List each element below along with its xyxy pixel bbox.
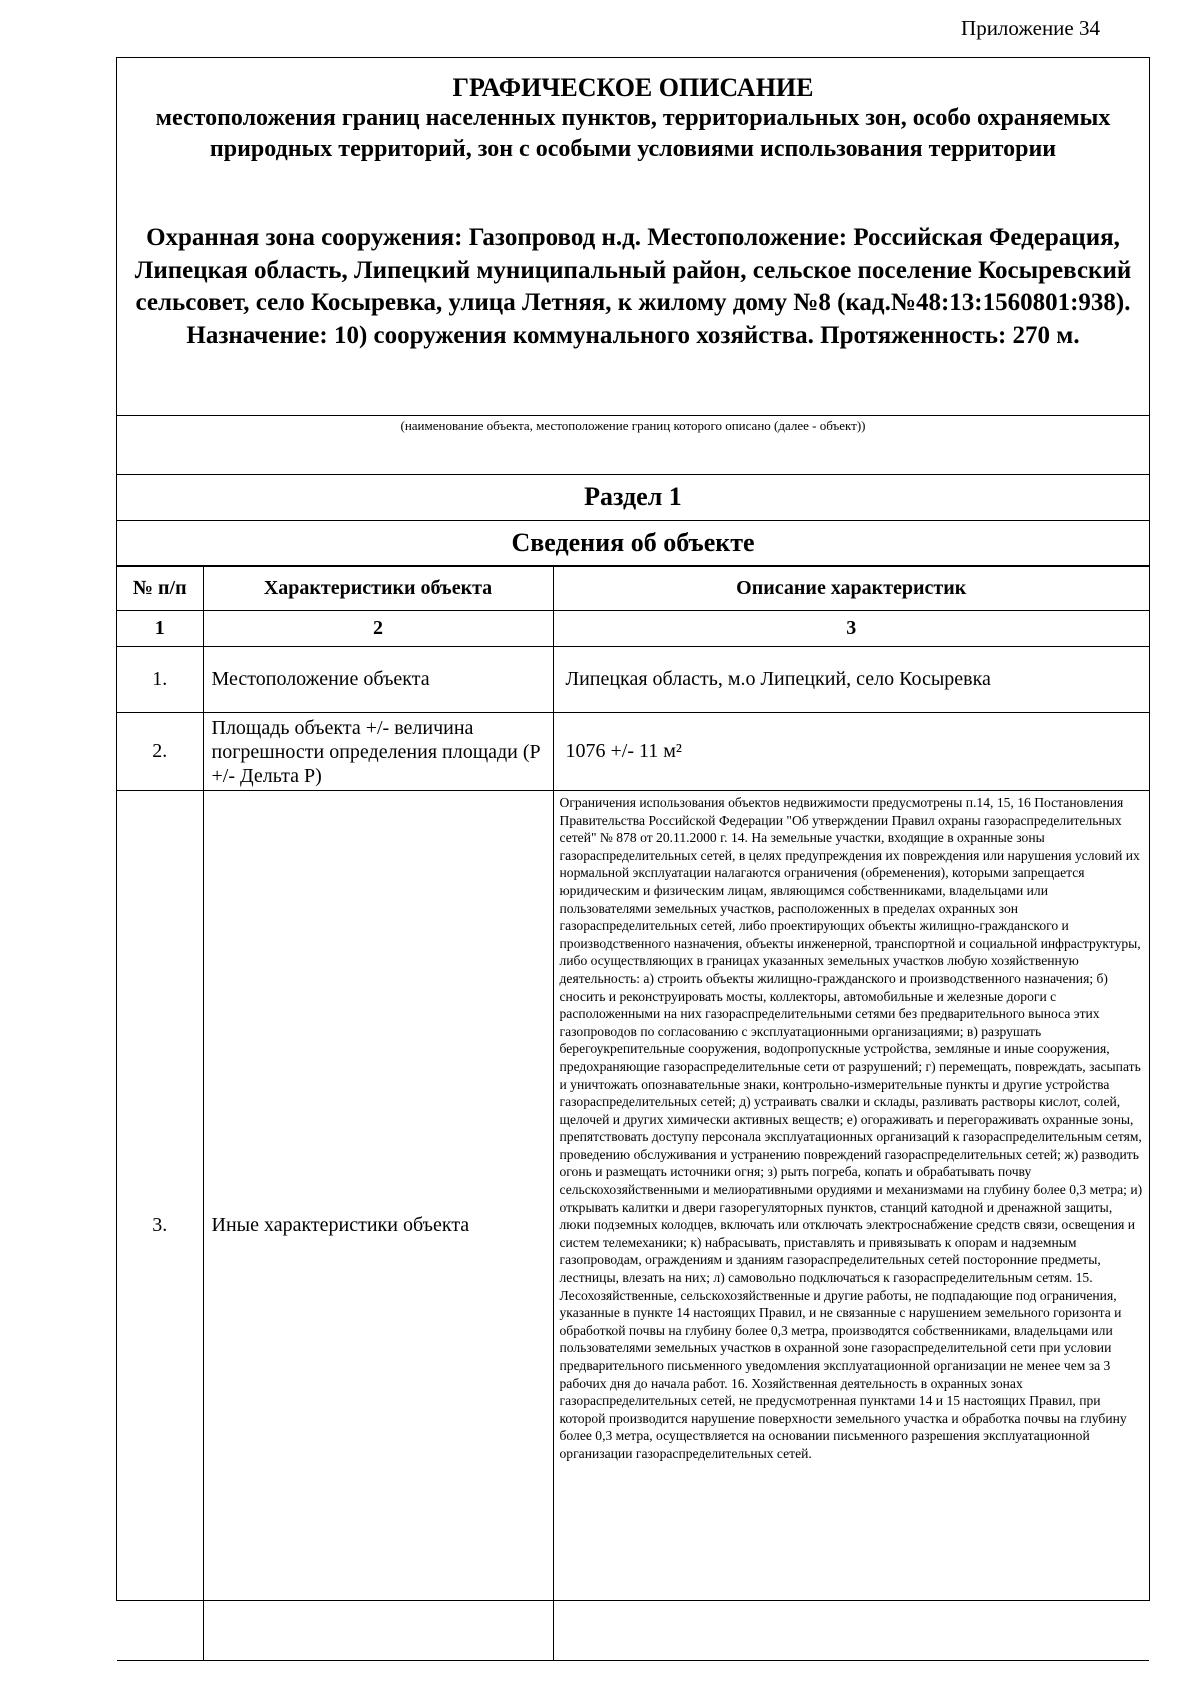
document-frame — [116, 57, 1150, 1601]
table-row — [117, 647, 1149, 713]
document-subtitle: местоположения границ населенных пунктов, территориальных зон, особо охраняемых природных территорий, зон с особыми условиями использования территории — [155, 105, 1111, 162]
appendix-label: Приложение 34 — [961, 16, 1100, 40]
table-row — [117, 713, 1149, 791]
object-info-table — [117, 566, 1149, 1661]
column-header-characteristic: Характеристики объекта — [203, 567, 553, 611]
column-header-description: Описание характеристик — [553, 567, 1149, 611]
document-header — [117, 58, 1149, 415]
row-description: 1076 +/- 11 м² — [553, 713, 1149, 791]
row-characteristic: Иные характеристики объекта — [203, 791, 553, 1661]
column-number-2: 2 — [203, 611, 553, 647]
table-header-row — [117, 567, 1149, 611]
object-caption: (наименование объекта, местоположение границ которого описано (далее - объект)) — [400, 418, 866, 433]
row-description: Ограничения использования объектов недвижимости предусмотрены п.14, 15, 16 Постановления Правительства Российской Федерации "Об утверждении Правил охраны газораспределительных сетей" № 878 от 20.11.2000 г. 14. На земельные участки, входящие в охранные зоны газораспределительных сетей, в целях предупреждения их повреждения или нарушения условий их нормальной эксплуатации налагаются ограничения (обременения), которыми запрещается юридическим и физическим лицам, являющимся собственниками, владельцами или пользователями земельных участков, расположенных в пределах охранных зон газораспределительных сетей, либо проектирующих объекты жилищно-гражданского и производственного назначения, объекты инженерной, транспортной и социальной инфраструктуры, либо осуществляющих в границах указанных земельных участков любую хозяйственную деятельность: а) строить объекты жилищно-гражданского и производственного назначения; б) сносить и реконструировать мосты, коллекторы, автомобильные и железные дороги с расположенными на них газораспределительными сетями без предварительного выноса этих газопроводов по согласованию с эксплуатационными организациями; в) разрушать берегоукрепительные сооружения, водопропускные устройства, земляные и иные сооружения, предохраняющие газораспределительные сети от разрушений; г) перемещать, повреждать, засыпать и уничтожать опознавательные знаки, контрольно-измерительные пункты и другие устройства газораспределительных сетей; д) устраивать свалки и склады, разливать растворы кислот, солей, щелочей и других химически активных веществ; е) огораживать и перегораживать охранные зоны, препятствовать доступу персонала эксплуатационных организаций к газораспределительным сетям, проведению обслуживания и устранению повреждений газораспределительных сетей; ж) разводить огонь и размещать источники огня; з) рыть погреба, копать и обрабатывать почву сельскохозяйственными и мелиоративными орудиями и механизмами на глубину более 0,3 метра; и) открывать калитки и двери газорегуляторных пунктов, станций катодной и дренажной защиты, люки подземных колодцев, включать или отключать электроснабжение средств связи, освещения и систем телемеханики; к) набрасывать, приставлять и привязывать к опорам и надземным газопроводам, ограждениям и зданиям газораспределительных сетей посторонние предметы, лестницы, влезать на них; л) самовольно подключаться к газораспределительным сетям. 15. Лесохозяйственные, сельскохозяйственные и другие работы, не подпадающие под ограничения, указанные в пункте 14 настоящих Правил, и не связанные с нарушением земельного горизонта и обработкой почвы на глубину более 0,3 метра, производятся собственниками, владельцами или пользователями земельных участков в охранной зоне газораспределительной сети при условии предварительного письменного уведомления эксплуатационной организации не менее чем за 3 рабочих дня до начала работ. 16. Хозяйственная деятельность в охранных зонах газораспределительных сетей, не предусмотренная пунктами 14 и 15 настоящих Правил, при которой производится нарушение поверхности земельного участка и обработка почвы на глубину более 0,3 метра, осуществляется на основании письменного разрешения эксплуатационной организации газораспределительных сетей. — [553, 791, 1149, 1661]
section-subtitle: Сведения об объекте — [117, 521, 1149, 566]
row-characteristic: Площадь объекта +/- величина погрешности определения площади (Р +/- Дельта Р) — [203, 713, 553, 791]
column-number-3: 3 — [553, 611, 1149, 647]
table-row — [117, 791, 1149, 1661]
column-number-1: 1 — [117, 611, 203, 647]
row-characteristic: Местоположение объекта — [203, 647, 553, 713]
section-title: Раздел 1 — [117, 475, 1149, 521]
column-numbers-row — [117, 611, 1149, 647]
object-name: Охранная зона сооружения: Газопровод н.д. Местоположение: Российская Федерация, Липецкая область, Липецкий муниципальный район, сельское поселение Косыревский сельсовет, село Косыревка, улица Летняя, к жилому дому №8 (кад.№48:13:1560801:938). Назначение: 10) сооружения коммунального хозяйства. Протяженность: 270 м. — [134, 224, 1132, 349]
caption-row — [117, 415, 1149, 475]
row-number: 2. — [117, 713, 203, 791]
document-title: ГРАФИЧЕСКОЕ ОПИСАНИЕ — [452, 73, 814, 102]
row-number: 3. — [117, 791, 203, 1661]
row-number: 1. — [117, 647, 203, 713]
row-description: Липецкая область, м.о Липецкий, село Косыревка — [553, 647, 1149, 713]
column-header-number: № п/п — [117, 567, 203, 611]
